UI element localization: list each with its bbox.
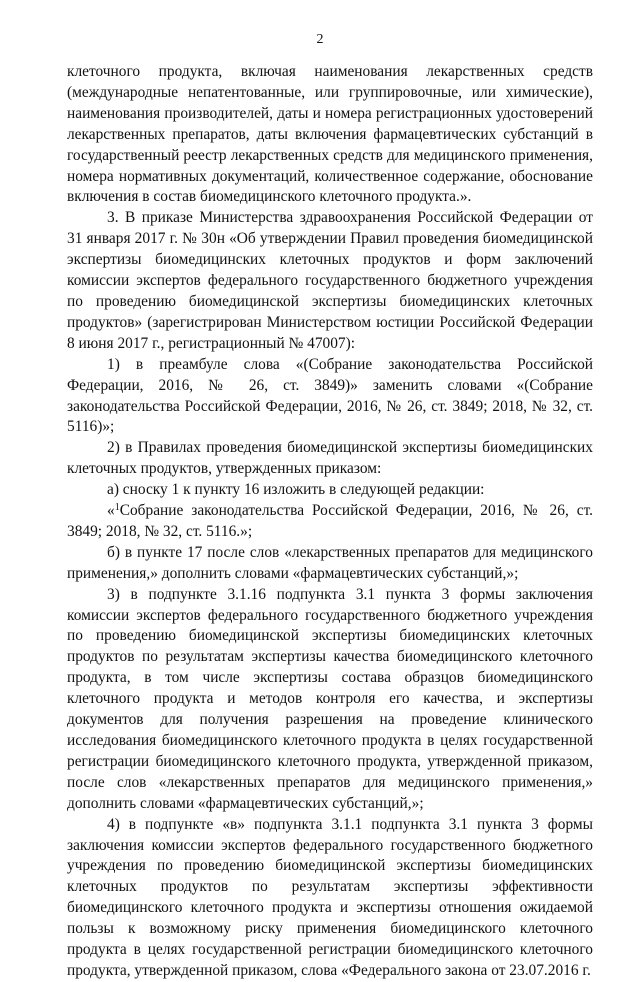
paragraph-subitem-1: 1) в преамбуле слова «(Собрание законодательства Российской Федерации, 2016, № 26, ст. 3849)» заменить словами «(Собрание законодательства Российской Федерации, 2016, № 26, ст. 3849; 2018, № 32, ст. 5116)»; <box>67 355 593 436</box>
paragraph-item-3: 3. В приказе Министерства здравоохранения Российской Федерации от 31 января 2017 г. № 30н «Об утверждении Правил проведения биомедицинской экспертизы биомедицинских клеточных продуктов и форм заключений комиссии экспертов федерального государственного бюджетного учреждения по проведению биомедицинской экспертизы биомедицинских клеточных продуктов» (зарегистрирован Министерством юстиции Российской Федерации 8 июня 2017 г., регистрационный № 47007): <box>67 209 593 352</box>
paragraph-subitem-4: 4) в подпункте «в» подпункта 3.1.1 подпункта 3.1 пункта 3 формы заключения комиссии экспертов федерального государственного бюджетного учреждения по проведению биомедицинской экспертизы биомедицинских клеточных продуктов по результатам экспертизы эффективности биомедицинского клеточного продукта и экспертизы отношения ожидаемой пользы к возможному риску применения биомедицинского клеточного продукта в целях государственной регистрации биомедицинского клеточного продукта, утвержденной приказом, слова «Федерального закона от 23.07.2016 г. <box>67 815 593 979</box>
footnote-marker: 1 <box>114 502 120 514</box>
paragraph-footnote-text <box>67 501 593 543</box>
paragraph-subitem-2a: а) сноску 1 к пункту 16 изложить в следующей редакции: <box>107 481 485 499</box>
paragraph-subitem-2b: б) в пункте 17 после слов «лекарственных препаратов для медицинского применения,» дополнить словами «фармацевтических субстанций,»; <box>67 543 593 582</box>
paragraph-subitem-3: 3) в подпункте 3.1.16 подпункта 3.1 пункта 3 формы заключения комиссии экспертов федерального государственного бюджетного учреждения по проведению биомедицинской экспертизы биомедицинских клеточных продуктов по результатам экспертизы качества биомедицинского клеточного продукта, в том числе экспертизы состава образцов биомедицинского клеточного продукта и методов контроля его качества, и экспертизы документов для получения разрешения на проведение клинического исследования биомедицинского клеточного продукта в целях государственной регистрации биомедицинского клеточного продукта, утвержденной приказом, после слов «лекарственных препаратов для медицинского применения,» дополнить словами «фармацевтических субстанций,»; <box>67 585 593 812</box>
opening-quote: « <box>107 502 115 520</box>
paragraph-continuation: клеточного продукта, включая наименования лекарственных средств (международные непатентованные, или группировочные, или химические), наименования производителей, даты и номера регистрационных удостоверений лекарственных препаратов, даты включения фармацевтических субстанций в государственный реестр лекарственных средств для медицинского применения, номера нормативных документаций, количественное содержание, обоснование включения в состав биомедицинского клеточного продукта.». <box>67 63 593 206</box>
footnote-body: Собрание законодательства Российской Федерации, 2016, № 26, ст. 3849; 2018, № 32, ст. 5116.»; <box>67 502 593 540</box>
paragraph-subitem-2: 2) в Правилах проведения биомедицинской экспертизы биомедицинских клеточных продуктов, утвержденных приказом: <box>67 439 593 478</box>
page-number: 2 <box>316 32 324 47</box>
document-body <box>67 62 593 982</box>
